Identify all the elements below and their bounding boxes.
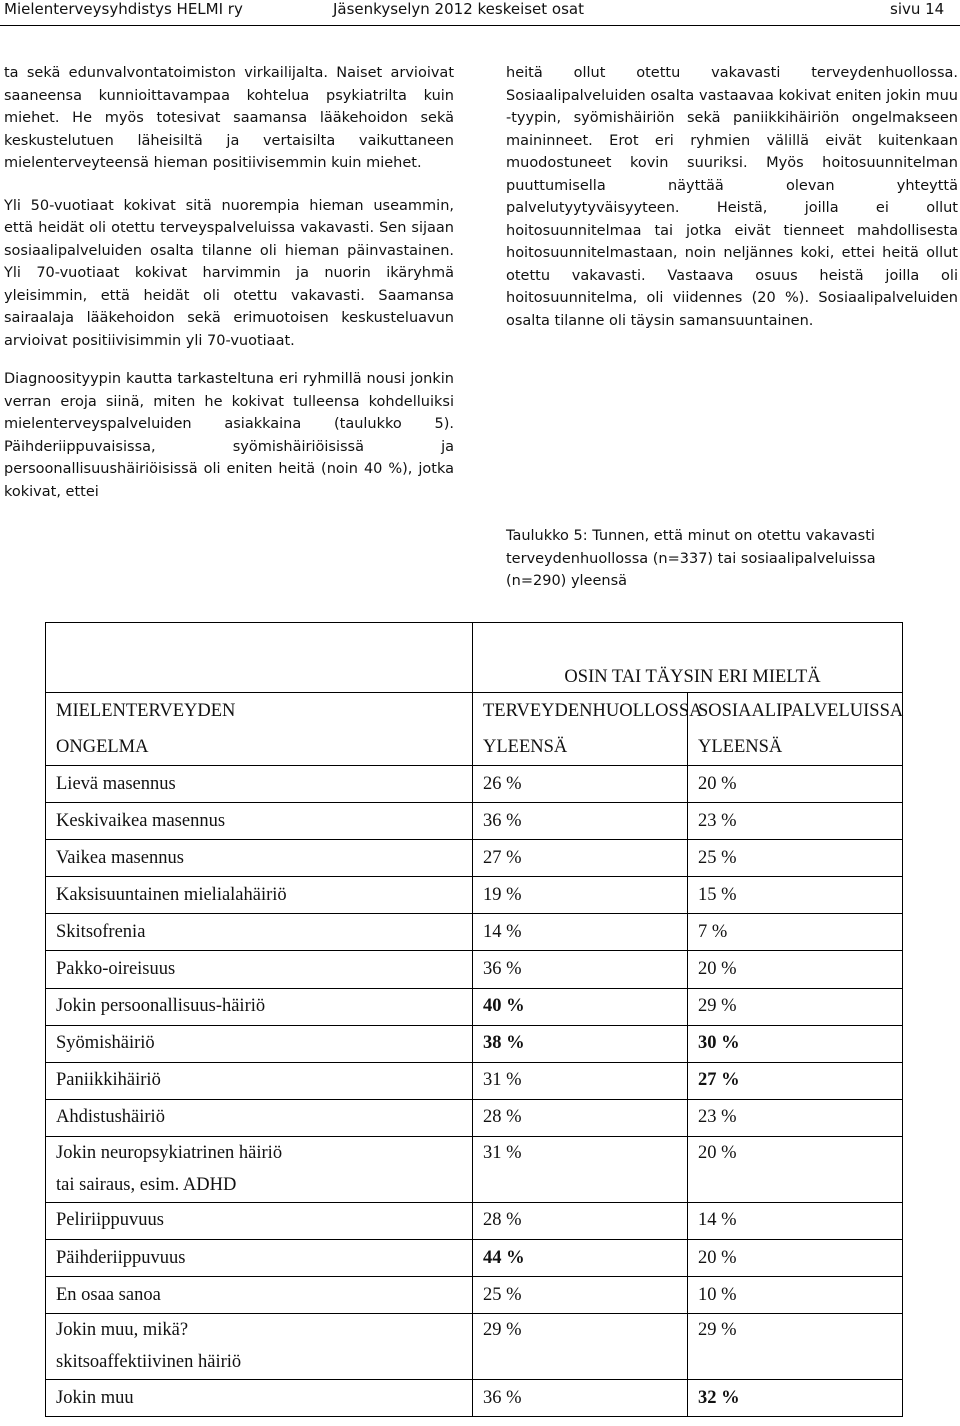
cell-social: 30 % <box>687 1025 902 1062</box>
body-paragraph: Diagnoosityypin kautta tarkasteltuna eri ryhmillä nousi jonkin verran eroja siinä, miten he kokivat tulleensa kohdelluiksi mielenterveyspalveluiden asiakkaina (taulukko 5). Päihderiippuvaisissa, syömishäiriöisissä ja persoonallisuushäiriöisissä oli eniten heitä (noin 40 %), jotka kokivat, ettei <box>4 371 454 500</box>
cell-health: 25 % <box>473 1277 688 1314</box>
cell-health: 40 % <box>473 988 688 1025</box>
cell-social: 27 % <box>687 1062 902 1099</box>
table-row <box>46 1277 903 1314</box>
cell-social: 7 % <box>687 914 902 951</box>
cell-social: 23 % <box>687 803 902 840</box>
cell-social: 20 % <box>687 1240 902 1277</box>
header-divider <box>0 25 960 26</box>
table-row <box>46 951 903 988</box>
cell-social: 23 % <box>687 1099 902 1136</box>
cell-problem: Paniikkihäiriö <box>46 1062 473 1099</box>
body-paragraph: ta sekä edunvalvontatoimiston virkailijalta. Naiset arvioivat saaneensa kunnioittavampaa kohtelua psykiatrilta kuin miehet. He myös totesivat saamansa lääkehoidon sekä keskustelutuen läheisiltä ja vertaisilta vaikuttaneen mielenterveyteensä hieman positiivisemmin kuin miehet. <box>4 65 454 171</box>
right-column <box>506 62 958 332</box>
table-header-blank <box>46 623 473 693</box>
header-org: Mielenterveysyhdistys HELMI ry <box>4 0 243 18</box>
column-header-health: TERVEYDENHUOLLOSSA YLEENSÄ <box>473 693 688 766</box>
cell-social: 10 % <box>687 1277 902 1314</box>
cell-problem: Kaksisuuntainen mielialahäiriö <box>46 877 473 914</box>
header-page-number: sivu 14 <box>890 0 945 18</box>
column-header-problem: MIELENTERVEYDEN ONGELMA <box>46 693 473 766</box>
table-row <box>46 1240 903 1277</box>
cell-problem: En osaa sanoa <box>46 1277 473 1314</box>
cell-health: 36 % <box>473 1380 688 1417</box>
cell-problem: Jokin muu, mikä? skitsoaffektiivinen häiriö <box>46 1314 473 1380</box>
table-header-row <box>46 693 903 766</box>
cell-problem: Peliriippuvuus <box>46 1202 473 1239</box>
cell-health: 26 % <box>473 766 688 803</box>
results-table <box>45 622 903 1417</box>
cell-health: 44 % <box>473 1240 688 1277</box>
table-row <box>46 988 903 1025</box>
header-title: Jäsenkyselyn 2012 keskeiset osat <box>333 0 585 18</box>
cell-problem: Jokin muu <box>46 1380 473 1417</box>
left-column <box>4 62 454 352</box>
cell-social: 32 % <box>687 1380 902 1417</box>
table-row <box>46 1062 903 1099</box>
cell-health: 27 % <box>473 840 688 877</box>
cell-health: 31 % <box>473 1136 688 1202</box>
cell-health: 28 % <box>473 1202 688 1239</box>
body-paragraph: Yli 50-vuotiaat kokivat sitä nuorempia hieman useammin, että heidät oli otettu terveyspalveluissa vakavasti. Sen sijaan sosiaalipalveluiden osalta tilanne oli hieman päinvastainen. Yli 70-vuotiaat kokivat harvimmin ja nuorin ikäryhmä yleisimmin, että heidät oli otettu vakavasti. Saamansa sairaalaja lääkehoidon sekä erimuotoisen keskusteluavun arvioivat positiivisimmin yli 70-vuotiaat. <box>4 197 454 349</box>
column-header-social: SOSIAALIPALVELUISSA YLEENSÄ <box>687 693 902 766</box>
cell-health: 28 % <box>473 1099 688 1136</box>
cell-social: 15 % <box>687 877 902 914</box>
table-super-header: OSIN TAI TÄYSIN ERI MIELTÄ <box>473 623 903 693</box>
cell-problem: Pakko-oireisuus <box>46 951 473 988</box>
cell-health: 14 % <box>473 914 688 951</box>
table-row <box>46 1380 903 1417</box>
left-column-lower <box>4 368 454 503</box>
cell-social: 20 % <box>687 766 902 803</box>
cell-social: 29 % <box>687 988 902 1025</box>
table-row <box>46 914 903 951</box>
cell-problem: Keskivaikea masennus <box>46 803 473 840</box>
table-row <box>46 1025 903 1062</box>
table-row <box>46 766 903 803</box>
cell-social: 20 % <box>687 1136 902 1202</box>
cell-health: 36 % <box>473 803 688 840</box>
table-row <box>46 1136 903 1202</box>
cell-problem: Lievä masennus <box>46 766 473 803</box>
cell-problem: Syömishäiriö <box>46 1025 473 1062</box>
table-row <box>46 1202 903 1239</box>
table-caption: Taulukko 5: Tunnen, että minut on otettu vakavasti terveydenhuollossa (n=337) tai sosiaalipalveluissa (n=290) yleensä <box>506 528 876 589</box>
cell-problem: Jokin neuropsykiatrinen häiriö tai sairaus, esim. ADHD <box>46 1136 473 1202</box>
cell-problem: Päihderiippuvuus <box>46 1240 473 1277</box>
cell-social: 14 % <box>687 1202 902 1239</box>
cell-health: 36 % <box>473 951 688 988</box>
cell-health: 31 % <box>473 1062 688 1099</box>
cell-social: 20 % <box>687 951 902 988</box>
table-row <box>46 1099 903 1136</box>
cell-health: 38 % <box>473 1025 688 1062</box>
cell-social: 25 % <box>687 840 902 877</box>
cell-problem: Ahdistushäiriö <box>46 1099 473 1136</box>
table-row <box>46 803 903 840</box>
cell-problem: Vaikea masennus <box>46 840 473 877</box>
table-row <box>46 877 903 914</box>
cell-health: 19 % <box>473 877 688 914</box>
cell-problem: Skitsofrenia <box>46 914 473 951</box>
cell-social: 29 % <box>687 1314 902 1380</box>
table-row <box>46 840 903 877</box>
table-super-header-row <box>46 623 903 693</box>
cell-health: 29 % <box>473 1314 688 1380</box>
table-row <box>46 1314 903 1380</box>
page-header <box>0 0 960 24</box>
cell-problem: Jokin persoonallisuus-häiriö <box>46 988 473 1025</box>
body-paragraph: heitä ollut otettu vakavasti terveydenhuollossa. Sosiaalipalveluiden osalta vastaavaa kokivat eniten jokin muu -tyypin, syömishäiriön sekä paniikkihäiriön ongelmakseen maininneet. Erot eri ryhmien välillä eivät kuitenkaan muodostuneet kovin suuriksi. Myös hoitosuunnitelman puuttumisella näyttää olevan yhteyttä palvelutyytyväisyyteen. Heistä, joilla ei ollut hoitosuunnitelmaa tai jotka eivät tienneet mahdollisesta hoitosuunnitelmastaan, noin neljännes koki, ettei heitä ollut otettu vakavasti. Vastaava osuus heistä joilla oli hoitosuunnitelma, oli viidennes (20 %). Sosiaalipalveluiden osalta tilanne oli täysin samansuuntainen. <box>506 65 958 329</box>
